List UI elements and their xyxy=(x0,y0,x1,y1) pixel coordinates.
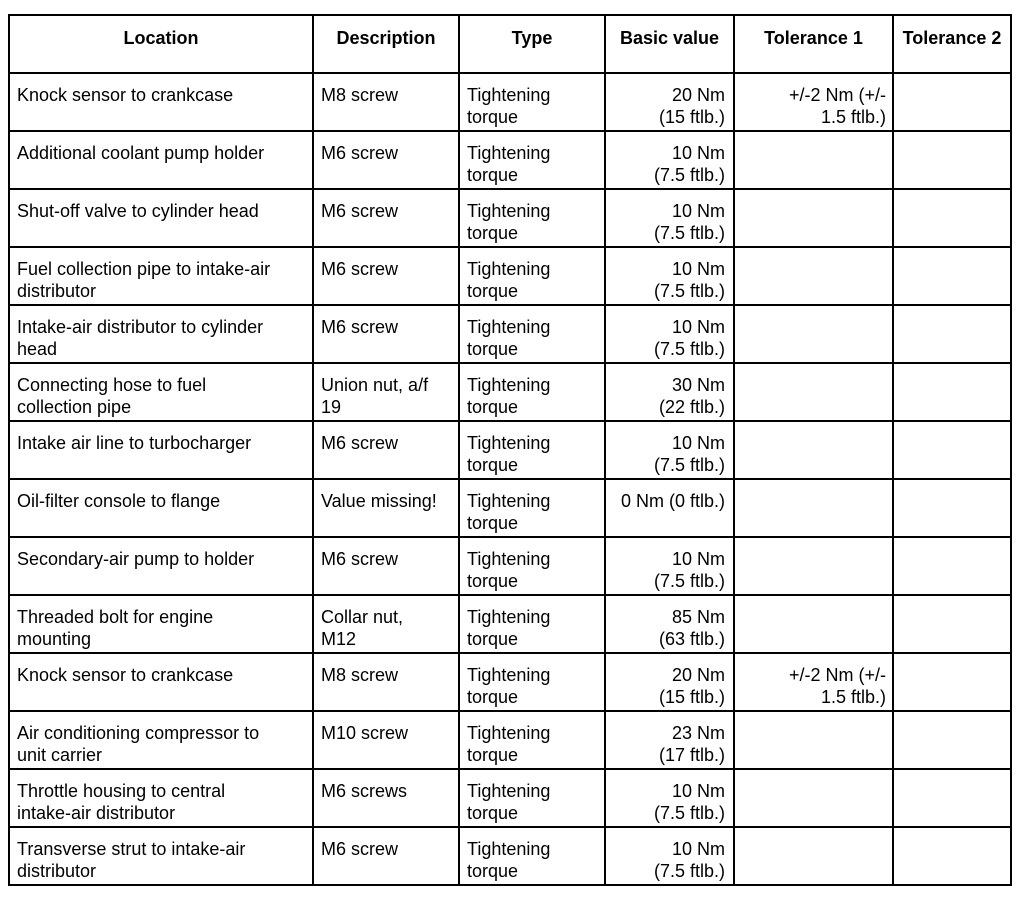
cell-type-line: Tightening xyxy=(467,317,551,337)
cell-location xyxy=(9,653,313,711)
cell-basic-value-line: 20 Nm xyxy=(671,665,725,685)
cell-type xyxy=(459,247,605,305)
table-row xyxy=(9,711,1011,769)
cell-description-line: M6 screw xyxy=(321,317,399,337)
cell-location xyxy=(9,595,313,653)
cell-description-line: M6 screw xyxy=(321,839,399,859)
cell-location-line: distributor xyxy=(17,281,97,301)
cell-basic-value-line: 0 Nm (0 ftlb.) xyxy=(620,491,725,511)
cell-type xyxy=(459,421,605,479)
table-row xyxy=(9,189,1011,247)
table-row xyxy=(9,73,1011,131)
cell-location-line: head xyxy=(17,339,58,359)
cell-type xyxy=(459,305,605,363)
cell-location-line: Air conditioning compressor to xyxy=(17,723,260,743)
cell-location-line: Connecting hose to fuel xyxy=(17,375,207,395)
cell-basic-value-line: (7.5 ftlb.) xyxy=(653,861,725,881)
cell-type-line: Tightening xyxy=(467,491,551,511)
cell-tolerance-2 xyxy=(893,131,1011,189)
cell-type xyxy=(459,131,605,189)
cell-type xyxy=(459,189,605,247)
cell-basic-value-line: 10 Nm xyxy=(671,839,725,859)
cell-type-line: torque xyxy=(467,629,519,649)
cell-location-line: mounting xyxy=(17,629,92,649)
cell-type xyxy=(459,73,605,131)
cell-description xyxy=(313,131,459,189)
cell-tolerance-1-line: 1.5 ftlb.) xyxy=(820,687,886,707)
table-row xyxy=(9,363,1011,421)
cell-type xyxy=(459,363,605,421)
cell-basic-value-line: 23 Nm xyxy=(671,723,725,743)
cell-location-line: Oil-filter console to flange xyxy=(17,491,221,511)
cell-type xyxy=(459,653,605,711)
table-row xyxy=(9,827,1011,885)
header-tolerance-2 xyxy=(893,15,1011,73)
cell-tolerance-1 xyxy=(734,653,893,711)
cell-basic-value-line: (7.5 ftlb.) xyxy=(653,571,725,591)
cell-basic-value xyxy=(605,537,734,595)
cell-location-line: Threaded bolt for engine xyxy=(17,607,214,627)
cell-type-line: Tightening xyxy=(467,665,551,685)
header-tolerance-2-text: Tolerance 2 xyxy=(902,28,1002,48)
cell-basic-value-line: (17 ftlb.) xyxy=(658,745,725,765)
cell-description-line: M6 screw xyxy=(321,433,399,453)
cell-tolerance-2 xyxy=(893,537,1011,595)
cell-type xyxy=(459,595,605,653)
cell-tolerance-1-line: +/-2 Nm (+/- xyxy=(788,85,886,105)
cell-type-line: Tightening xyxy=(467,433,551,453)
cell-basic-value xyxy=(605,595,734,653)
cell-basic-value-line: 10 Nm xyxy=(671,317,725,337)
cell-description xyxy=(313,479,459,537)
cell-location xyxy=(9,537,313,595)
cell-description-line: M8 screw xyxy=(321,665,399,685)
cell-location xyxy=(9,479,313,537)
cell-location-line: Intake-air distributor to cylinder xyxy=(17,317,264,337)
header-tolerance-1: Tolerance 1 xyxy=(734,15,893,73)
cell-description-line: M6 screw xyxy=(321,549,399,569)
cell-description xyxy=(313,247,459,305)
cell-location-line: distributor xyxy=(17,861,97,881)
cell-location-line: collection pipe xyxy=(17,397,132,417)
cell-basic-value-line: (7.5 ftlb.) xyxy=(653,339,725,359)
cell-basic-value-line: 10 Nm xyxy=(671,201,725,221)
cell-basic-value-line: (15 ftlb.) xyxy=(658,687,725,707)
cell-tolerance-2 xyxy=(893,711,1011,769)
table-row xyxy=(9,653,1011,711)
cell-basic-value-line: (22 ftlb.) xyxy=(658,397,725,417)
cell-description-line: M6 screw xyxy=(321,143,399,163)
header-description: Description xyxy=(313,15,459,73)
cell-type xyxy=(459,769,605,827)
cell-type-line: Tightening xyxy=(467,781,551,801)
cell-basic-value-line: (7.5 ftlb.) xyxy=(653,455,725,475)
cell-tolerance-2 xyxy=(893,421,1011,479)
cell-location xyxy=(9,711,313,769)
cell-location xyxy=(9,827,313,885)
cell-basic-value-line: (7.5 ftlb.) xyxy=(653,281,725,301)
cell-type xyxy=(459,827,605,885)
cell-description xyxy=(313,189,459,247)
cell-tolerance-1-line: +/-2 Nm (+/- xyxy=(788,665,886,685)
cell-type-line: Tightening xyxy=(467,723,551,743)
cell-type-line: torque xyxy=(467,455,519,475)
cell-location-line: Transverse strut to intake-air xyxy=(17,839,246,859)
cell-basic-value xyxy=(605,131,734,189)
cell-basic-value-line: (7.5 ftlb.) xyxy=(653,165,725,185)
cell-location-line: Intake air line to turbocharger xyxy=(17,433,252,453)
cell-tolerance-1 xyxy=(734,421,893,479)
cell-description xyxy=(313,711,459,769)
header-basic-value: Basic value xyxy=(605,15,734,73)
table-header-row xyxy=(9,15,1011,73)
cell-basic-value-line: (63 ftlb.) xyxy=(658,629,725,649)
cell-description-line: M12 xyxy=(321,629,357,649)
cell-basic-value xyxy=(605,769,734,827)
cell-basic-value xyxy=(605,479,734,537)
cell-location xyxy=(9,363,313,421)
cell-basic-value xyxy=(605,305,734,363)
table-row xyxy=(9,131,1011,189)
cell-basic-value xyxy=(605,73,734,131)
cell-basic-value-line: 85 Nm xyxy=(671,607,725,627)
cell-tolerance-1 xyxy=(734,305,893,363)
cell-type-line: torque xyxy=(467,571,519,591)
cell-tolerance-2 xyxy=(893,479,1011,537)
cell-description-line: M6 screw xyxy=(321,201,399,221)
cell-type-line: torque xyxy=(467,513,519,533)
cell-location xyxy=(9,305,313,363)
cell-description xyxy=(313,73,459,131)
cell-type-line: Tightening xyxy=(467,85,551,105)
header-type: Type xyxy=(459,15,605,73)
cell-basic-value-line: 10 Nm xyxy=(671,143,725,163)
table-row xyxy=(9,769,1011,827)
cell-type-line: Tightening xyxy=(467,143,551,163)
cell-description xyxy=(313,653,459,711)
cell-tolerance-1 xyxy=(734,595,893,653)
cell-tolerance-2 xyxy=(893,653,1011,711)
table-row xyxy=(9,305,1011,363)
cell-description-line: M10 screw xyxy=(321,723,409,743)
cell-basic-value-line: (15 ftlb.) xyxy=(658,107,725,127)
cell-tolerance-2 xyxy=(893,769,1011,827)
cell-description xyxy=(313,421,459,479)
header-location: Location xyxy=(9,15,313,73)
cell-type-line: torque xyxy=(467,339,519,359)
cell-basic-value xyxy=(605,189,734,247)
cell-tolerance-1 xyxy=(734,769,893,827)
cell-type-line: torque xyxy=(467,107,519,127)
cell-basic-value xyxy=(605,363,734,421)
cell-description xyxy=(313,827,459,885)
cell-tolerance-1 xyxy=(734,189,893,247)
cell-location xyxy=(9,421,313,479)
cell-type-line: torque xyxy=(467,745,519,765)
cell-description-line: M6 screws xyxy=(321,781,408,801)
cell-type-line: torque xyxy=(467,687,519,707)
cell-type-line: torque xyxy=(467,803,519,823)
cell-location-line: Knock sensor to crankcase xyxy=(17,665,234,685)
cell-type-line: Tightening xyxy=(467,259,551,279)
table-row xyxy=(9,537,1011,595)
cell-location-line: intake-air distributor xyxy=(17,803,176,823)
cell-tolerance-2 xyxy=(893,595,1011,653)
cell-basic-value-line: (7.5 ftlb.) xyxy=(653,803,725,823)
cell-basic-value-line: (7.5 ftlb.) xyxy=(653,223,725,243)
cell-location-line: unit carrier xyxy=(17,745,103,765)
cell-description-line: M8 screw xyxy=(321,85,399,105)
cell-type-line: torque xyxy=(467,223,519,243)
cell-basic-value-line: 10 Nm xyxy=(671,781,725,801)
torque-specification-table xyxy=(8,14,1012,886)
cell-tolerance-1 xyxy=(734,711,893,769)
cell-tolerance-1 xyxy=(734,537,893,595)
cell-description xyxy=(313,537,459,595)
cell-type-line: Tightening xyxy=(467,607,551,627)
cell-tolerance-1-line: 1.5 ftlb.) xyxy=(820,107,886,127)
cell-type-line: Tightening xyxy=(467,201,551,221)
cell-type-line: torque xyxy=(467,165,519,185)
cell-type-line: Tightening xyxy=(467,839,551,859)
cell-description xyxy=(313,305,459,363)
cell-description-line: 19 xyxy=(321,397,342,417)
cell-type-line: torque xyxy=(467,861,519,881)
cell-tolerance-1 xyxy=(734,479,893,537)
cell-description xyxy=(313,769,459,827)
cell-location xyxy=(9,769,313,827)
table-row xyxy=(9,247,1011,305)
cell-location xyxy=(9,73,313,131)
cell-location-line: Secondary-air pump to holder xyxy=(17,549,255,569)
cell-location-line: Additional coolant pump holder xyxy=(17,143,265,163)
cell-basic-value-line: 10 Nm xyxy=(671,259,725,279)
cell-tolerance-1 xyxy=(734,247,893,305)
cell-type xyxy=(459,711,605,769)
cell-basic-value xyxy=(605,653,734,711)
cell-basic-value-line: 20 Nm xyxy=(671,85,725,105)
cell-tolerance-1 xyxy=(734,131,893,189)
cell-type xyxy=(459,479,605,537)
cell-type-line: torque xyxy=(467,281,519,301)
cell-tolerance-2 xyxy=(893,305,1011,363)
table-row xyxy=(9,421,1011,479)
cell-description-line: Value missing! xyxy=(321,491,437,511)
cell-type-line: Tightening xyxy=(467,375,551,395)
torque-specification-table-wrapper xyxy=(8,14,1012,886)
table-row xyxy=(9,595,1011,653)
cell-description-line: Collar nut, xyxy=(321,607,404,627)
cell-description xyxy=(313,595,459,653)
cell-description-line: Union nut, a/f xyxy=(321,375,429,395)
cell-location xyxy=(9,131,313,189)
cell-type-line: Tightening xyxy=(467,549,551,569)
cell-tolerance-2 xyxy=(893,189,1011,247)
cell-description-line: M6 screw xyxy=(321,259,399,279)
cell-type-line: torque xyxy=(467,397,519,417)
cell-location-line: Shut-off valve to cylinder head xyxy=(17,201,259,221)
cell-location xyxy=(9,247,313,305)
cell-basic-value-line: 10 Nm xyxy=(671,549,725,569)
cell-basic-value xyxy=(605,711,734,769)
cell-tolerance-2 xyxy=(893,73,1011,131)
cell-basic-value-line: 10 Nm xyxy=(671,433,725,453)
cell-tolerance-2 xyxy=(893,363,1011,421)
cell-location-line: Throttle housing to central xyxy=(17,781,226,801)
cell-type xyxy=(459,537,605,595)
cell-location xyxy=(9,189,313,247)
cell-basic-value xyxy=(605,247,734,305)
cell-tolerance-1 xyxy=(734,73,893,131)
cell-tolerance-1 xyxy=(734,363,893,421)
cell-tolerance-2 xyxy=(893,827,1011,885)
cell-basic-value-line: 30 Nm xyxy=(671,375,725,395)
cell-basic-value xyxy=(605,827,734,885)
cell-tolerance-1 xyxy=(734,827,893,885)
cell-tolerance-2 xyxy=(893,247,1011,305)
table-body xyxy=(9,73,1011,885)
cell-basic-value xyxy=(605,421,734,479)
cell-location-line: Knock sensor to crankcase xyxy=(17,85,234,105)
table-row xyxy=(9,479,1011,537)
cell-description xyxy=(313,363,459,421)
cell-location-line: Fuel collection pipe to intake-air xyxy=(17,259,271,279)
